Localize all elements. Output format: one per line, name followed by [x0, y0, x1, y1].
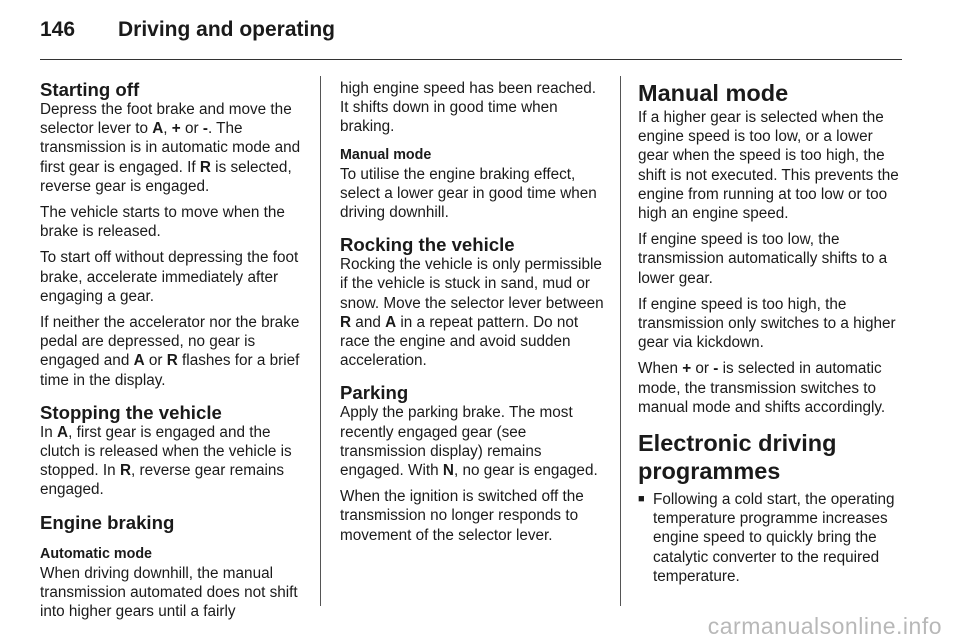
paragraph-parking-1: Apply the parking brake. The most recently engaged gear (see transmission display) remains engaged. With N, no gear is engaged. [340, 404, 598, 480]
paragraph-automatic-mode: When driving downhill, the manual transmission automated does not shift into higher gears until a fairly [40, 564, 298, 621]
subheading-manual-mode: Manual mode [340, 146, 432, 163]
paragraph-manual-1: If a higher gear is selected when the engine speed is too low, or a lower gear when the speed is too high, the shift is not executed. This prevents the engine from running at too low or too high an engine speed. [638, 109, 899, 223]
column-1 [40, 79, 306, 628]
page-header [40, 18, 335, 42]
column-divider-1 [320, 76, 321, 606]
bullet-square-icon: ■ [638, 493, 645, 506]
paragraph-starting-3: To start off without depressing the foot brake, accelerate immediately after engaging a gear. [40, 249, 299, 305]
paragraph-rocking: Rocking the vehicle is only permissible if the vehicle is stuck in sand, mud or snow. Move the selector lever between R and A in a repeat pattern. Do not race the engine and avoid sudden acceleration. [340, 256, 604, 370]
paragraph-parking-2: When the ignition is switched off the transmission no longer responds to movement of the selector lever. [340, 488, 584, 544]
heading-stopping: Stopping the vehicle [40, 401, 222, 423]
page-number: 146 [40, 18, 76, 41]
heading-electronic-programmes: Electronic driving programmes [638, 430, 837, 485]
bullet-text: Following a cold start, the operating temperature programme increases engine speed to quickly bring the catalytic converter to the required temperature. [653, 491, 895, 585]
paragraph-continued: high engine speed has been reached. It shifts down in good time when braking. [340, 80, 597, 136]
chapter-title: Driving and operating [118, 18, 336, 41]
heading-rocking: Rocking the vehicle [340, 234, 515, 256]
paragraph-starting-1: Depress the foot brake and move the selector lever to A, + or -. The transmission is in automatic mode and first gear is engaged. If R is selected, reverse gear is engaged. [40, 101, 301, 195]
heading-starting-off: Starting off [40, 79, 140, 100]
column-3 [638, 79, 904, 586]
paragraph-manual-3: If engine speed is too high, the transmission only switches to a higher gear via kickdown. [638, 295, 896, 352]
watermark: carmanualsonline.info [707, 613, 942, 639]
paragraph-manual-mode: To utilise the engine braking effect, select a lower gear in good time when driving downhill. [340, 165, 597, 222]
heading-manual-mode: Manual mode [638, 80, 789, 106]
header-rule [40, 59, 902, 60]
paragraph-stopping: In A, first gear is engaged and the clutch is released when the vehicle is stopped. In R, reverse gear remains engaged. [40, 423, 292, 499]
column-2 [340, 79, 606, 552]
paragraph-manual-2: If engine speed is too low, the transmission automatically shifts to a lower gear. [638, 231, 888, 287]
subheading-automatic-mode: Automatic mode [40, 545, 153, 562]
paragraph-starting-4: If neither the accelerator nor the brake pedal are depressed, no gear is engaged and A or R flashes for a brief time in the display. [40, 314, 300, 389]
column-divider-2 [620, 76, 621, 606]
paragraph-starting-2: The vehicle starts to move when the brake is released. [40, 204, 285, 241]
heading-engine-braking: Engine braking [40, 511, 175, 533]
heading-parking: Parking [340, 382, 409, 404]
list-item [638, 490, 904, 586]
paragraph-manual-4: When + or - is selected in automatic mode, the transmission switches to manual mode and shifts accordingly. [638, 360, 886, 416]
